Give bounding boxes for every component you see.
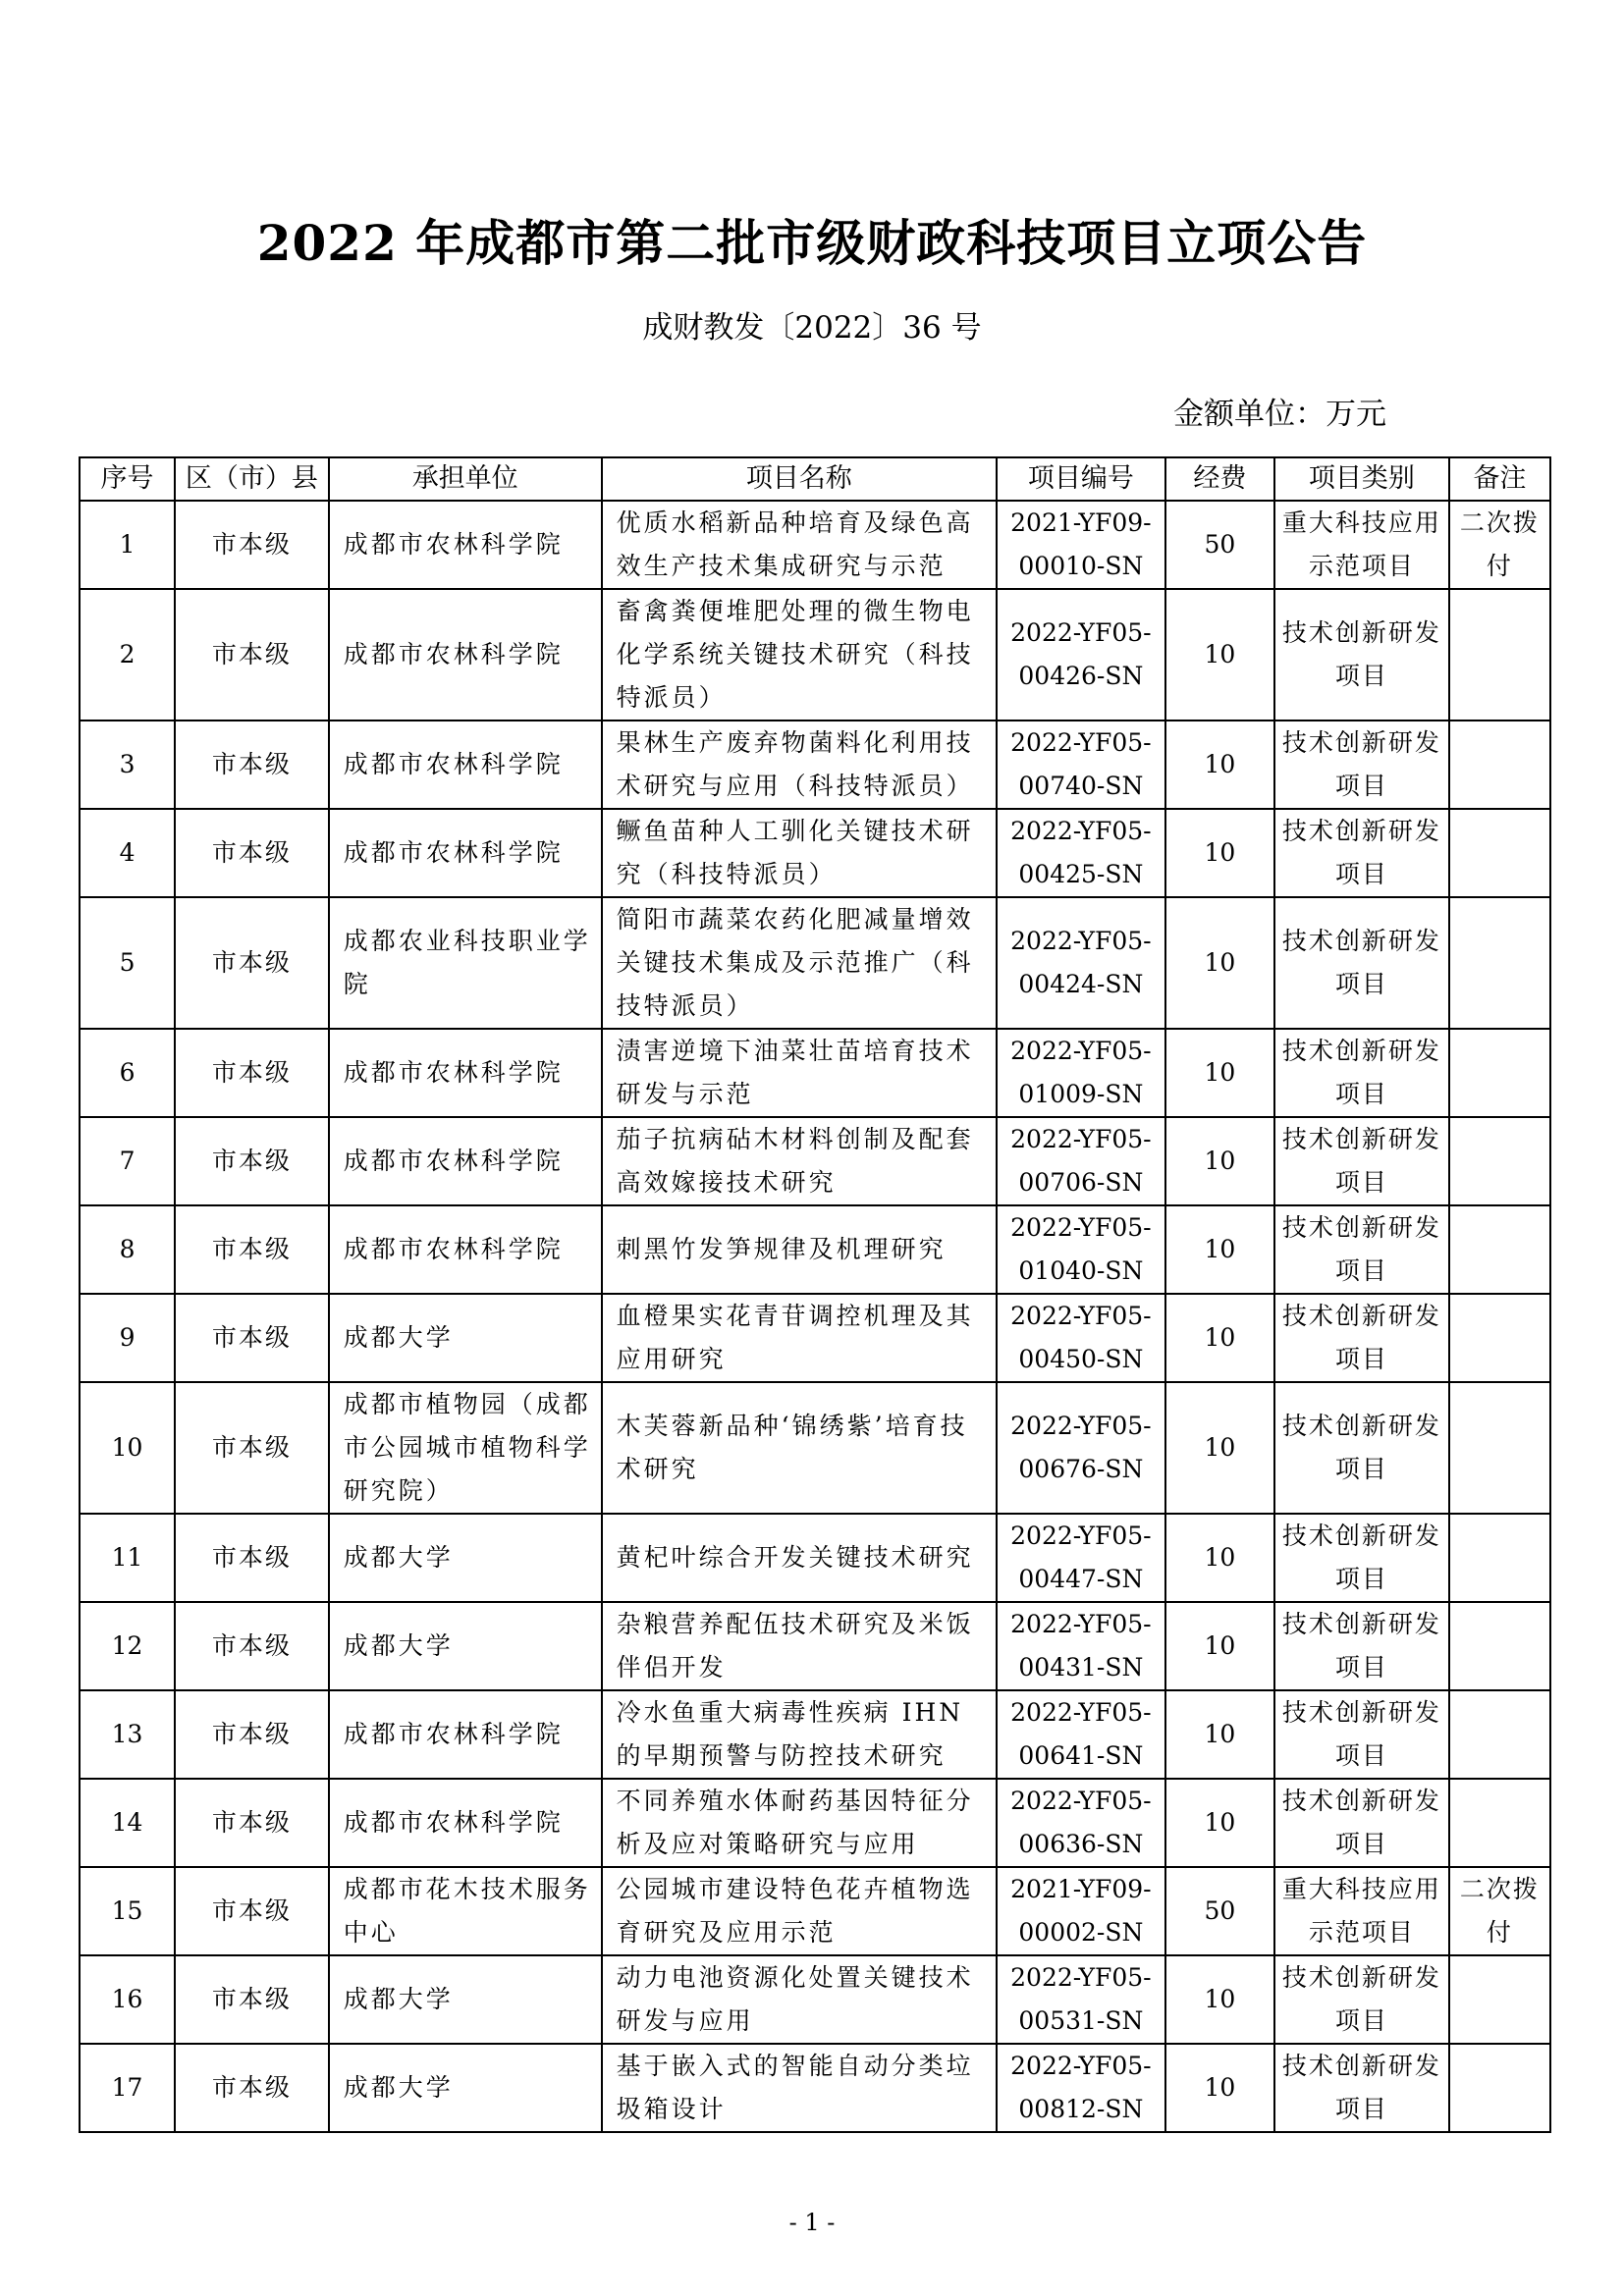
cell-district: 市本级 xyxy=(175,1294,329,1382)
cell-funding: 10 xyxy=(1165,1955,1274,2044)
cell-district: 市本级 xyxy=(175,1029,329,1117)
cell-project-code: 2021-YF09-00010-SN xyxy=(997,501,1165,589)
cell-project-name: 基于嵌入式的智能自动分类垃圾箱设计 xyxy=(602,2044,997,2132)
cell-funding: 10 xyxy=(1165,897,1274,1029)
cell-no: 16 xyxy=(80,1955,175,2044)
cell-funding: 10 xyxy=(1165,809,1274,897)
cell-category: 技术创新研发项目 xyxy=(1274,1205,1449,1294)
cell-unit: 成都市植物园（成都市公园城市植物科学研究院） xyxy=(329,1382,602,1514)
cell-funding: 10 xyxy=(1165,1602,1274,1690)
header-remark: 备注 xyxy=(1449,457,1550,501)
cell-category: 技术创新研发项目 xyxy=(1274,1690,1449,1779)
cell-funding: 50 xyxy=(1165,1867,1274,1955)
cell-project-name: 简阳市蔬菜农药化肥减量增效关键技术集成及示范推广（科技特派员） xyxy=(602,897,997,1029)
cell-no: 1 xyxy=(80,501,175,589)
cell-remark xyxy=(1449,589,1550,721)
cell-no: 9 xyxy=(80,1294,175,1382)
cell-no: 2 xyxy=(80,589,175,721)
cell-funding: 10 xyxy=(1165,1514,1274,1602)
cell-unit: 成都市农林科学院 xyxy=(329,1779,602,1867)
table-body xyxy=(80,501,1550,2132)
cell-project-code: 2022-YF05-00531-SN xyxy=(997,1955,1165,2044)
cell-funding: 10 xyxy=(1165,1690,1274,1779)
cell-unit: 成都市农林科学院 xyxy=(329,1690,602,1779)
cell-project-name: 血橙果实花青苷调控机理及其应用研究 xyxy=(602,1294,997,1382)
cell-funding: 50 xyxy=(1165,501,1274,589)
document-number: 成财教发〔2022〕36 号 xyxy=(642,310,982,346)
cell-project-code: 2022-YF05-00425-SN xyxy=(997,809,1165,897)
cell-project-name: 渍害逆境下油菜壮苗培育技术研发与示范 xyxy=(602,1029,997,1117)
cell-no: 10 xyxy=(80,1382,175,1514)
cell-project-name: 公园城市建设特色花卉植物选育研究及应用示范 xyxy=(602,1867,997,1955)
cell-category: 技术创新研发项目 xyxy=(1274,1029,1449,1117)
cell-district: 市本级 xyxy=(175,501,329,589)
table-row xyxy=(80,1382,1550,1514)
cell-no: 11 xyxy=(80,1514,175,1602)
cell-category: 技术创新研发项目 xyxy=(1274,1382,1449,1514)
header-project-name: 项目名称 xyxy=(602,457,997,501)
cell-category: 技术创新研发项目 xyxy=(1274,1117,1449,1205)
cell-unit: 成都大学 xyxy=(329,2044,602,2132)
cell-no: 8 xyxy=(80,1205,175,1294)
cell-unit: 成都农业科技职业学院 xyxy=(329,897,602,1029)
cell-no: 12 xyxy=(80,1602,175,1690)
cell-unit: 成都市花木技术服务中心 xyxy=(329,1867,602,1955)
cell-category: 技术创新研发项目 xyxy=(1274,1514,1449,1602)
cell-district: 市本级 xyxy=(175,2044,329,2132)
cell-no: 17 xyxy=(80,2044,175,2132)
table-row xyxy=(80,1867,1550,1955)
header-project-code: 项目编号 xyxy=(997,457,1165,501)
cell-unit: 成都市农林科学院 xyxy=(329,1205,602,1294)
cell-unit: 成都市农林科学院 xyxy=(329,589,602,721)
table-row xyxy=(80,1602,1550,1690)
cell-unit: 成都大学 xyxy=(329,1955,602,2044)
cell-category: 技术创新研发项目 xyxy=(1274,721,1449,809)
cell-funding: 10 xyxy=(1165,1117,1274,1205)
cell-project-name: 鳜鱼苗种人工驯化关键技术研究（科技特派员） xyxy=(602,809,997,897)
cell-funding: 10 xyxy=(1165,1205,1274,1294)
cell-category: 技术创新研发项目 xyxy=(1274,1602,1449,1690)
cell-remark xyxy=(1449,1117,1550,1205)
cell-category: 技术创新研发项目 xyxy=(1274,1955,1449,2044)
cell-remark xyxy=(1449,1294,1550,1382)
cell-district: 市本级 xyxy=(175,809,329,897)
cell-project-code: 2022-YF05-00450-SN xyxy=(997,1294,1165,1382)
cell-project-name: 刺黑竹发笋规律及机理研究 xyxy=(602,1205,997,1294)
cell-no: 14 xyxy=(80,1779,175,1867)
cell-project-code: 2021-YF09-00002-SN xyxy=(997,1867,1165,1955)
table-row xyxy=(80,721,1550,809)
cell-funding: 10 xyxy=(1165,2044,1274,2132)
header-funding: 经费 xyxy=(1165,457,1274,501)
page-title: 2022 年成都市第二批市级财政科技项目立项公告 xyxy=(256,214,1368,272)
cell-project-code: 2022-YF05-00447-SN xyxy=(997,1514,1165,1602)
cell-remark xyxy=(1449,1205,1550,1294)
cell-project-code: 2022-YF05-00426-SN xyxy=(997,589,1165,721)
cell-funding: 10 xyxy=(1165,1294,1274,1382)
cell-project-name: 优质水稻新品种培育及绿色高效生产技术集成研究与示范 xyxy=(602,501,997,589)
cell-remark xyxy=(1449,1029,1550,1117)
cell-district: 市本级 xyxy=(175,721,329,809)
cell-category: 技术创新研发项目 xyxy=(1274,809,1449,897)
cell-remark xyxy=(1449,1690,1550,1779)
cell-district: 市本级 xyxy=(175,1867,329,1955)
amount-unit-label: 金额单位：万元 xyxy=(1173,397,1386,432)
cell-project-code: 2022-YF05-00431-SN xyxy=(997,1602,1165,1690)
cell-unit: 成都大学 xyxy=(329,1602,602,1690)
cell-unit: 成都市农林科学院 xyxy=(329,1029,602,1117)
cell-district: 市本级 xyxy=(175,897,329,1029)
table-row xyxy=(80,1779,1550,1867)
cell-remark xyxy=(1449,721,1550,809)
cell-project-name: 不同养殖水体耐药基因特征分析及应对策略研究与应用 xyxy=(602,1779,997,1867)
cell-funding: 10 xyxy=(1165,1382,1274,1514)
header-no: 序号 xyxy=(80,457,175,501)
header-district: 区（市）县 xyxy=(175,457,329,501)
cell-remark: 二次拨付 xyxy=(1449,501,1550,589)
cell-project-name: 木芙蓉新品种‘锦绣紫’培育技术研究 xyxy=(602,1382,997,1514)
cell-category: 技术创新研发项目 xyxy=(1274,1779,1449,1867)
cell-remark xyxy=(1449,1955,1550,2044)
table-row xyxy=(80,1294,1550,1382)
cell-unit: 成都市农林科学院 xyxy=(329,501,602,589)
table-row xyxy=(80,1029,1550,1117)
cell-category: 技术创新研发项目 xyxy=(1274,897,1449,1029)
cell-unit: 成都市农林科学院 xyxy=(329,721,602,809)
cell-district: 市本级 xyxy=(175,1514,329,1602)
cell-project-name: 动力电池资源化处置关键技术研发与应用 xyxy=(602,1955,997,2044)
cell-remark xyxy=(1449,1779,1550,1867)
cell-funding: 10 xyxy=(1165,721,1274,809)
table-row xyxy=(80,1117,1550,1205)
cell-project-name: 黄杞叶综合开发关键技术研究 xyxy=(602,1514,997,1602)
cell-remark xyxy=(1449,809,1550,897)
cell-remark xyxy=(1449,2044,1550,2132)
cell-project-code: 2022-YF05-00641-SN xyxy=(997,1690,1165,1779)
cell-category: 技术创新研发项目 xyxy=(1274,1294,1449,1382)
cell-remark xyxy=(1449,1514,1550,1602)
cell-category: 技术创新研发项目 xyxy=(1274,589,1449,721)
cell-project-code: 2022-YF05-00706-SN xyxy=(997,1117,1165,1205)
cell-no: 4 xyxy=(80,809,175,897)
page-number: - 1 - xyxy=(788,2209,836,2236)
cell-project-name: 畜禽粪便堆肥处理的微生物电化学系统关键技术研究（科技特派员） xyxy=(602,589,997,721)
cell-funding: 10 xyxy=(1165,1029,1274,1117)
project-table xyxy=(79,456,1551,2133)
cell-district: 市本级 xyxy=(175,1690,329,1779)
cell-project-name: 果林生产废弃物菌料化利用技术研究与应用（科技特派员） xyxy=(602,721,997,809)
cell-district: 市本级 xyxy=(175,1779,329,1867)
cell-project-code: 2022-YF05-00740-SN xyxy=(997,721,1165,809)
cell-no: 15 xyxy=(80,1867,175,1955)
cell-no: 6 xyxy=(80,1029,175,1117)
cell-unit: 成都大学 xyxy=(329,1294,602,1382)
cell-remark xyxy=(1449,897,1550,1029)
table-row xyxy=(80,897,1550,1029)
table-row xyxy=(80,1514,1550,1602)
cell-no: 3 xyxy=(80,721,175,809)
table-row xyxy=(80,501,1550,589)
cell-project-code: 2022-YF05-00676-SN xyxy=(997,1382,1165,1514)
cell-project-code: 2022-YF05-00636-SN xyxy=(997,1779,1165,1867)
cell-project-name: 茄子抗病砧木材料创制及配套高效嫁接技术研究 xyxy=(602,1117,997,1205)
header-unit: 承担单位 xyxy=(329,457,602,501)
cell-project-code: 2022-YF05-01009-SN xyxy=(997,1029,1165,1117)
cell-remark xyxy=(1449,1382,1550,1514)
cell-project-code: 2022-YF05-00812-SN xyxy=(997,2044,1165,2132)
cell-district: 市本级 xyxy=(175,1205,329,1294)
cell-project-code: 2022-YF05-00424-SN xyxy=(997,897,1165,1029)
cell-category: 技术创新研发项目 xyxy=(1274,2044,1449,2132)
table-header-row xyxy=(80,457,1550,501)
cell-unit: 成都市农林科学院 xyxy=(329,809,602,897)
cell-district: 市本级 xyxy=(175,1382,329,1514)
table-row xyxy=(80,809,1550,897)
cell-no: 7 xyxy=(80,1117,175,1205)
table-row xyxy=(80,1955,1550,2044)
cell-category: 重大科技应用示范项目 xyxy=(1274,1867,1449,1955)
header-category: 项目类别 xyxy=(1274,457,1449,501)
cell-funding: 10 xyxy=(1165,1779,1274,1867)
table-row xyxy=(80,589,1550,721)
cell-remark: 二次拨付 xyxy=(1449,1867,1550,1955)
cell-project-code: 2022-YF05-01040-SN xyxy=(997,1205,1165,1294)
cell-district: 市本级 xyxy=(175,589,329,721)
cell-funding: 10 xyxy=(1165,589,1274,721)
cell-no: 13 xyxy=(80,1690,175,1779)
cell-category: 重大科技应用示范项目 xyxy=(1274,501,1449,589)
cell-project-name: 冷水鱼重大病毒性疾病 IHN 的早期预警与防控技术研究 xyxy=(602,1690,997,1779)
table-row xyxy=(80,2044,1550,2132)
cell-district: 市本级 xyxy=(175,1955,329,2044)
table-row xyxy=(80,1205,1550,1294)
cell-district: 市本级 xyxy=(175,1117,329,1205)
cell-remark xyxy=(1449,1602,1550,1690)
cell-district: 市本级 xyxy=(175,1602,329,1690)
cell-project-name: 杂粮营养配伍技术研究及米饭伴侣开发 xyxy=(602,1602,997,1690)
cell-no: 5 xyxy=(80,897,175,1029)
cell-unit: 成都市农林科学院 xyxy=(329,1117,602,1205)
cell-unit: 成都大学 xyxy=(329,1514,602,1602)
table-row xyxy=(80,1690,1550,1779)
